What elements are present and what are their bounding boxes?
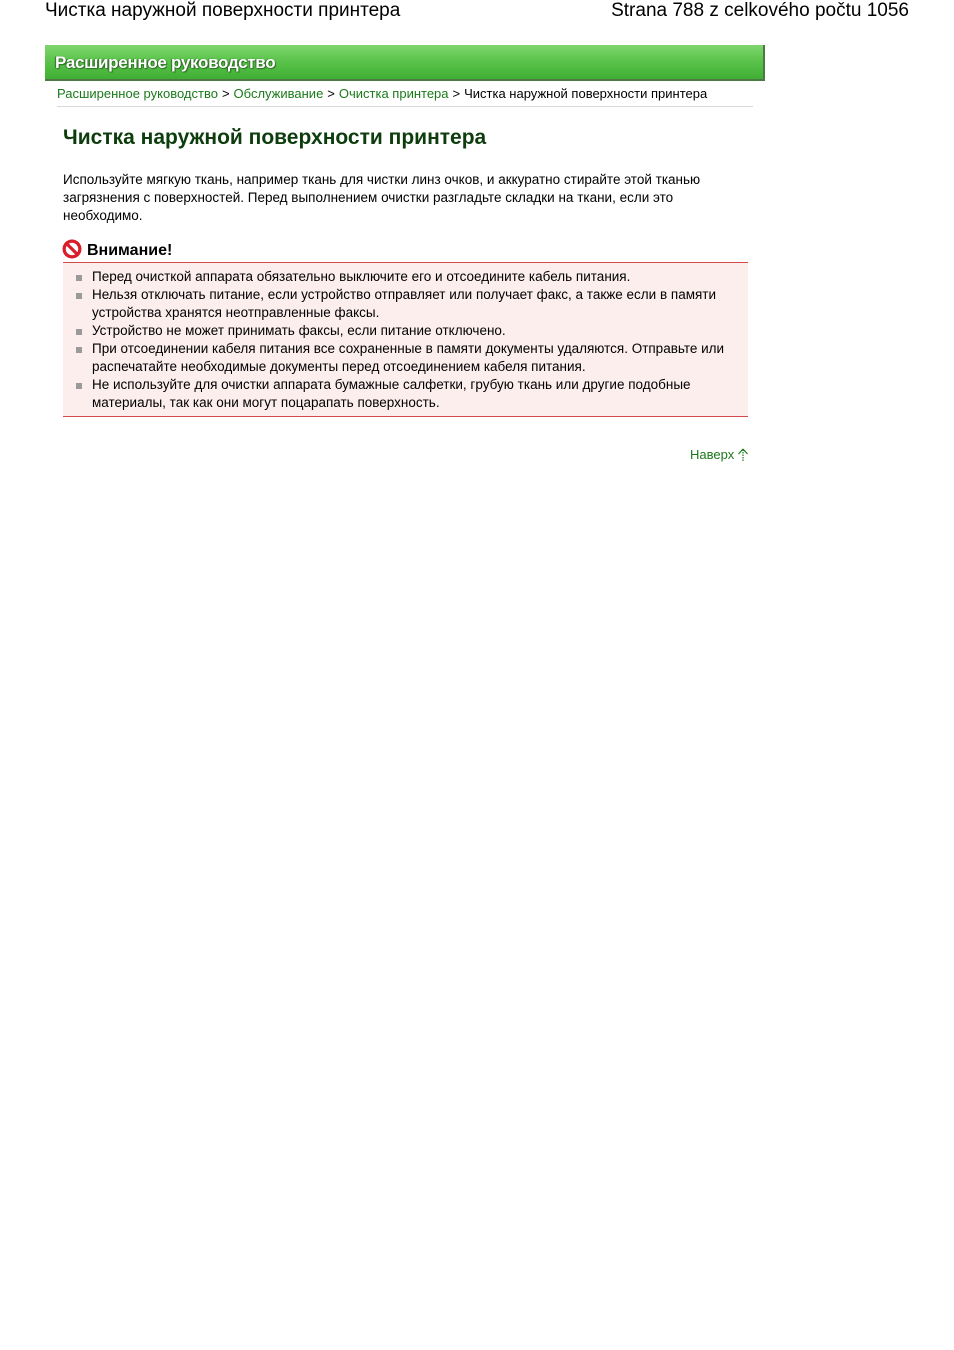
back-to-top-link[interactable]	[690, 447, 749, 462]
page-counter: Strana 788 z celkového počtu 1056	[611, 0, 909, 21]
caution-title: Внимание!	[87, 241, 173, 259]
page-header	[45, 0, 909, 24]
page-title: Чистка наружной поверхности принтера	[63, 126, 487, 149]
square-bullet-icon	[76, 383, 82, 389]
caution-header	[62, 236, 172, 262]
caution-item-text: При отсоединении кабеля питания все сохраненные в памяти документы удаляются. Отправьте или распечатайте необходимые документы перед отсоединением кабеля питания.	[92, 341, 725, 374]
caution-list	[63, 263, 748, 412]
banner-label: Расширенное руководство	[55, 53, 276, 72]
breadcrumb-separator: >	[327, 86, 335, 101]
arrow-up-icon	[737, 448, 749, 462]
back-to-top-label: Наверх	[690, 447, 735, 462]
caution-item-text: Устройство не может принимать факсы, если питание отключено.	[92, 323, 506, 338]
caution-item	[63, 268, 747, 286]
caution-item-text: Нельзя отключать питание, если устройство отправляет или получает факс, а также если в памяти устройства хранятся неотправленные факсы.	[92, 287, 717, 320]
section-banner	[45, 45, 765, 81]
square-bullet-icon	[76, 275, 82, 281]
intro-paragraph: Используйте мягкую ткань, например ткань для чистки линз очков, и аккуратно стирайте этой тканью загрязнения с поверхностей. Перед выполнением очистки разгладьте складки на ткани, если это необходимо.	[63, 172, 701, 223]
prohibition-icon	[62, 239, 82, 259]
breadcrumb-link-advanced-guide[interactable]: Расширенное руководство	[57, 86, 218, 101]
caution-item	[63, 322, 747, 340]
breadcrumb-separator: >	[221, 86, 230, 101]
caution-box	[63, 262, 748, 417]
caution-item	[63, 340, 747, 376]
caution-item-text: Перед очисткой аппарата обязательно выключите его и отсоедините кабель питания.	[92, 269, 631, 284]
square-bullet-icon	[76, 329, 82, 335]
breadcrumb-link-cleaning[interactable]: Очистка принтера	[338, 86, 449, 101]
caution-item	[63, 376, 747, 412]
square-bullet-icon	[76, 347, 82, 353]
document-title: Чистка наружной поверхности принтера	[45, 0, 401, 21]
caution-item-text: Не используйте для очистки аппарата бумажные салфетки, грубую ткань или другие подобные материалы, так как они могут поцарапать поверхность.	[92, 377, 691, 410]
breadcrumb-current: Чистка наружной поверхности принтера	[464, 86, 708, 101]
breadcrumb-separator: >	[452, 86, 461, 101]
breadcrumb-link-maintenance[interactable]: Обслуживание	[233, 86, 324, 101]
breadcrumb	[57, 86, 753, 107]
square-bullet-icon	[76, 293, 82, 299]
caution-item	[63, 286, 747, 322]
